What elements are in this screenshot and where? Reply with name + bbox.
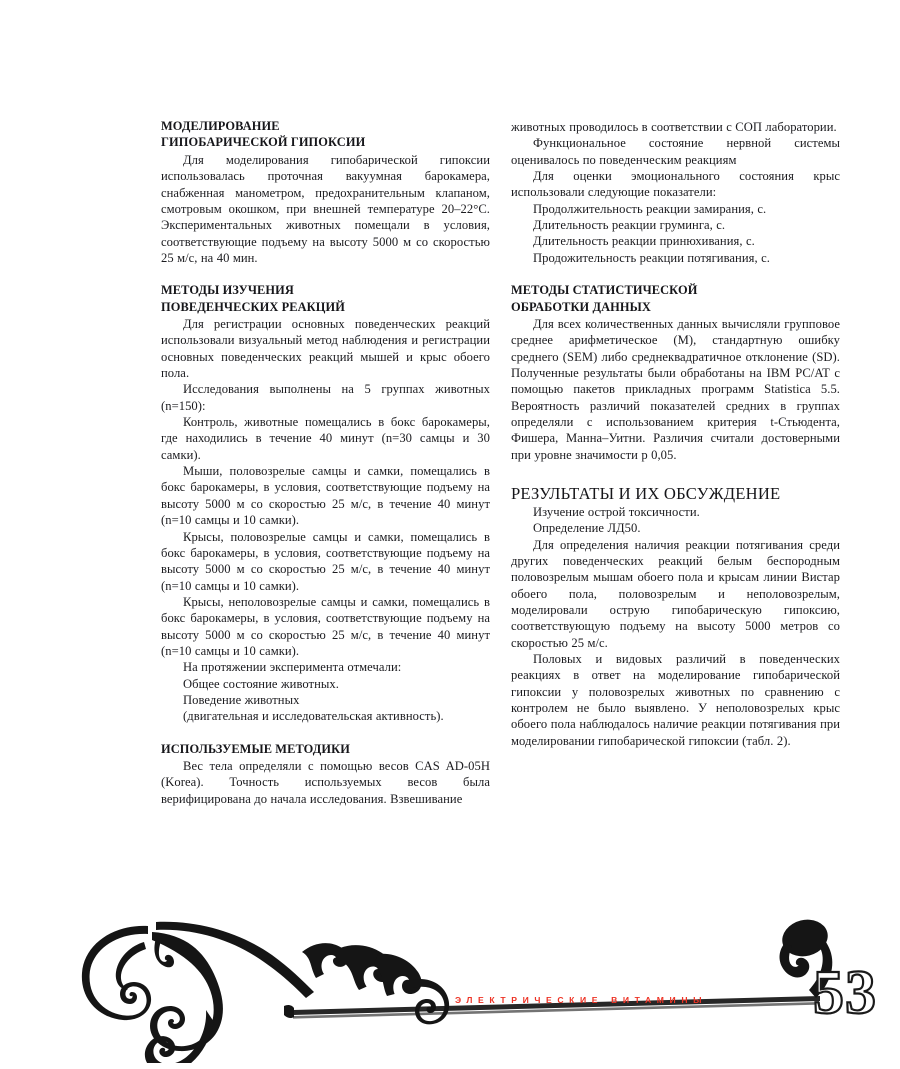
two-column-body xyxy=(161,119,840,807)
paragraph-techniques-1: Вес тела определяли с помощью весов CAS AD-05Н (Korea). Точность используемых весов была верифицирована до начала исследования. Взвешивание xyxy=(161,759,490,806)
left-column xyxy=(161,119,490,807)
heading-statistics-line2: ОБРАБОТКИ ДАННЫХ xyxy=(511,299,651,314)
list-item-stretching-duration: Продожительность реакции потягивания, с. xyxy=(533,250,770,265)
footer-brand-label: ЭЛЕКТРИЧЕСКИЕ ВИТАМИНЫ xyxy=(455,995,708,1005)
heading-modeling-line1: МОДЕЛИРОВАНИЕ xyxy=(161,119,280,133)
paragraph-statistics-1: Для всех количественных данных вычисляли групповое среднее арифметическое (М), стандартную ошибку среднего (SEM) либо среднеквадратичное отклонение (SD). Полученные результаты были обработаны на IBM PC/AT с помощью пакетов прикладных программ Statistica 5.5. Вероятность различий показателей средних в группах определяли с использованием критерия t-Стьюдента, Фишера, Манна–Уитни. Различия считали достоверными при уровне значимости p 0,05. xyxy=(511,316,840,462)
paragraph-methods-1: Для регистрации основных поведенческих реакций использовали визуальный метод наблюдения и регистрации основных поведенческих реакций мышей и крыс обоего пола. xyxy=(161,317,490,381)
flourish-svg xyxy=(78,918,838,1063)
heading-results: РЕЗУЛЬТАТЫ И ИХ ОБСУЖДЕНИЕ xyxy=(511,484,781,503)
heading-methods-line1: МЕТОДЫ ИЗУЧЕНИЯ xyxy=(161,283,294,298)
paragraph-continuation-3: Для оценки эмоционального состояния крыс использовали следующие показатели: xyxy=(511,169,840,200)
paragraph-results-1: Изучение острой токсичности. xyxy=(533,505,700,519)
paragraph-results-2: Определение ЛД50. xyxy=(533,521,641,536)
heading-statistics-line1: МЕТОДЫ СТАТИСТИЧЕСКОЙ xyxy=(511,283,698,298)
heading-modeling-line2: ГИПОБАРИЧЕСКОЙ ГИПОКСИИ xyxy=(161,135,366,150)
right-column xyxy=(511,119,840,807)
paragraph-continuation-2: Функциональное состояние нервной системы оценивалось по поведенческим реакциям xyxy=(511,136,840,167)
paragraph-methods-3: Контроль, животные помещались в бокс барокамеры, где находились в течение 40 минут (n=30 самцы и 30 самки). xyxy=(161,415,490,462)
paragraph-results-3: Для определения наличия реакции потягивания среди других поведенческих реакций белым беспородным половозрелым мышам обоего пола и крысам линии Вистар обоего пола, половозрелым и неполовозрелым, моделировали острую гипобарическую гипоксию, соответствующую подъему на высоту 5000 метров со скоростью 25 м/с. xyxy=(511,537,840,650)
heading-methods-line2: ПОВЕДЕНЧЕСКИХ РЕАКЦИЙ xyxy=(161,299,345,314)
paragraph-modeling-1: Для моделирования гипобарической гипоксии использовалась проточная вакуумная барокамера, снабженная манометром, предохранительным клапаном, смотровым окошком, при внешней температуре 20–22°С. Экспериментальных животных помещали в условия, соответствующие подъему на высоту 5000 м со скоростью 25 м/с, на 40 мин. xyxy=(161,152,490,265)
paragraph-continuation-1: животных проводилось в соответствии с СОП лаборатории. xyxy=(511,120,837,134)
list-item-sniffing-duration: Длительность реакции принюхивания, с. xyxy=(533,234,755,249)
list-item-grooming-duration: Длительность реакции груминга, с. xyxy=(533,218,726,233)
paragraph-methods-5: Крысы, половозрелые самцы и самки, помещались в бокс барокамеры, в условия, соответствующие подъему на высоту 5000 м со скоростью 25 м/с, в течение 40 минут (n=10 самцы и 10 самки). xyxy=(161,529,490,593)
decorative-flourish-ornament xyxy=(78,918,838,1063)
paragraph-methods-7: На протяжении эксперимента отмечали: xyxy=(183,660,402,675)
page-number: 53 xyxy=(813,959,877,1027)
paragraph-methods-4: Мыши, половозрелые самцы и самки, помещались в бокс барокамеры, в условия, соответствующие подъему на высоту 5000 м со скоростью 25 м/с, в течение 40 минут (n=10 самцы и 10 самки). xyxy=(161,464,490,528)
paragraph-methods-6: Крысы, неполовозрелые самцы и самки, помещались в бокс барокамеры, в условия, соответствующие подъему на высоту 5000 м со скоростью 25 м/с, в течение 40 минут (n=10 самцы и 10 самки). xyxy=(161,594,490,658)
list-item-freezing-duration: Продолжительность реакции замирания, с. xyxy=(533,201,767,216)
paragraph-methods-2: Исследования выполнены на 5 группах животных (n=150): xyxy=(161,382,490,413)
paragraph-methods-10: (двигательная и исследовательская активность). xyxy=(183,709,444,724)
heading-techniques: ИСПОЛЬЗУЕМЫЕ МЕТОДИКИ xyxy=(161,741,350,756)
paragraph-methods-9: Поведение животных xyxy=(183,692,300,707)
paragraph-results-4: Половых и видовых различий в поведенческих реакциях в ответ на моделирование гипобарической гипоксии у половозрелых животных по сравнению с контролем не было выявлено. У неполовозрелых крыс обоего пола наблюдалось наличие реакции потягивания при моделировании гипобарической гипоксии (табл. 2). xyxy=(511,652,840,748)
paragraph-methods-8: Общее состояние животных. xyxy=(183,676,339,691)
